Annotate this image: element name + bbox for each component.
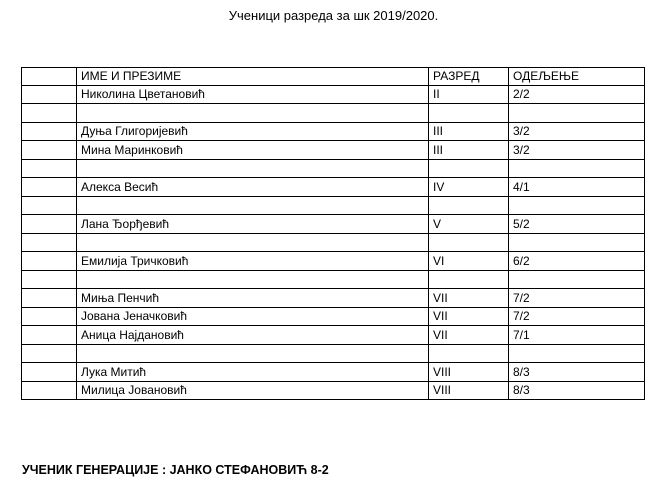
cell-class: 7/1 — [509, 326, 645, 345]
cell-grade: VIII — [429, 363, 509, 382]
cell-index — [22, 381, 77, 400]
table-row — [22, 289, 645, 308]
cell-grade: V — [429, 215, 509, 234]
cell-index — [22, 233, 77, 252]
table-row — [22, 363, 645, 382]
table-row — [22, 122, 645, 141]
generation-student-note: УЧЕНИК ГЕНЕРАЦИЈЕ : ЈАНКО СТЕФАНОВИЋ 8-2 — [22, 463, 329, 477]
table-row — [22, 141, 645, 160]
cell-name: Миња Пенчић — [77, 289, 429, 308]
table-row — [22, 252, 645, 271]
cell-name: Лана Ђорђевић — [77, 215, 429, 234]
cell-index — [22, 122, 77, 141]
cell-grade — [429, 159, 509, 178]
students-table-body — [22, 68, 645, 400]
cell-index — [22, 307, 77, 326]
cell-index — [22, 196, 77, 215]
table-row — [22, 344, 645, 363]
cell-name: Јована Јеначковић — [77, 307, 429, 326]
cell-grade — [429, 196, 509, 215]
cell-name — [77, 159, 429, 178]
cell-grade — [429, 344, 509, 363]
cell-name — [77, 104, 429, 123]
table-row — [22, 178, 645, 197]
cell-index — [22, 344, 77, 363]
cell-grade: III — [429, 141, 509, 160]
table-row — [22, 381, 645, 400]
cell-grade — [429, 104, 509, 123]
cell-class: 4/1 — [509, 178, 645, 197]
cell-class: 2/2 — [509, 85, 645, 104]
document-title: Ученици разреда за шк 2019/2020. — [228, 8, 439, 23]
header-cell-grade: РАЗРЕД — [429, 68, 509, 86]
cell-class: 5/2 — [509, 215, 645, 234]
cell-grade: VI — [429, 252, 509, 271]
cell-name: Мина Маринковић — [77, 141, 429, 160]
cell-class: 8/3 — [509, 363, 645, 382]
cell-class — [509, 233, 645, 252]
header-cell-index — [22, 68, 77, 86]
cell-class: 3/2 — [509, 141, 645, 160]
cell-grade: II — [429, 85, 509, 104]
table-row — [22, 104, 645, 123]
cell-grade: VII — [429, 307, 509, 326]
cell-name: Алекса Весић — [77, 178, 429, 197]
cell-class — [509, 159, 645, 178]
cell-name: Емилија Тричковић — [77, 252, 429, 271]
cell-index — [22, 326, 77, 345]
cell-grade: VIII — [429, 381, 509, 400]
table-header-row — [22, 68, 645, 86]
cell-class: 8/3 — [509, 381, 645, 400]
cell-name: Аница Најдановић — [77, 326, 429, 345]
cell-grade: III — [429, 122, 509, 141]
cell-name: Лука Митић — [77, 363, 429, 382]
cell-name — [77, 270, 429, 289]
cell-grade: VII — [429, 289, 509, 308]
cell-index — [22, 159, 77, 178]
cell-name: Николина Цветановић — [77, 85, 429, 104]
cell-class — [509, 344, 645, 363]
cell-name — [77, 233, 429, 252]
header-cell-class: ОДЕЉЕЊЕ — [509, 68, 645, 86]
table-row — [22, 307, 645, 326]
table-row — [22, 233, 645, 252]
table-row — [22, 215, 645, 234]
cell-grade: VII — [429, 326, 509, 345]
cell-index — [22, 104, 77, 123]
cell-name — [77, 196, 429, 215]
cell-index — [22, 289, 77, 308]
cell-grade — [429, 270, 509, 289]
cell-class — [509, 104, 645, 123]
cell-class: 3/2 — [509, 122, 645, 141]
students-table — [21, 67, 645, 400]
cell-name — [77, 344, 429, 363]
table-row — [22, 85, 645, 104]
cell-class — [509, 270, 645, 289]
cell-index — [22, 270, 77, 289]
table-row — [22, 326, 645, 345]
cell-grade — [429, 233, 509, 252]
header-cell-name: ИМЕ И ПРЕЗИМЕ — [77, 68, 429, 86]
cell-name: Милица Јовановић — [77, 381, 429, 400]
cell-index — [22, 178, 77, 197]
cell-index — [22, 252, 77, 271]
cell-index — [22, 215, 77, 234]
table-row — [22, 270, 645, 289]
cell-class: 7/2 — [509, 307, 645, 326]
cell-name: Дуња Глигоријевић — [77, 122, 429, 141]
table-row — [22, 196, 645, 215]
cell-index — [22, 85, 77, 104]
cell-class: 7/2 — [509, 289, 645, 308]
cell-index — [22, 141, 77, 160]
cell-grade: IV — [429, 178, 509, 197]
cell-class — [509, 196, 645, 215]
cell-index — [22, 363, 77, 382]
table-row — [22, 159, 645, 178]
cell-class: 6/2 — [509, 252, 645, 271]
